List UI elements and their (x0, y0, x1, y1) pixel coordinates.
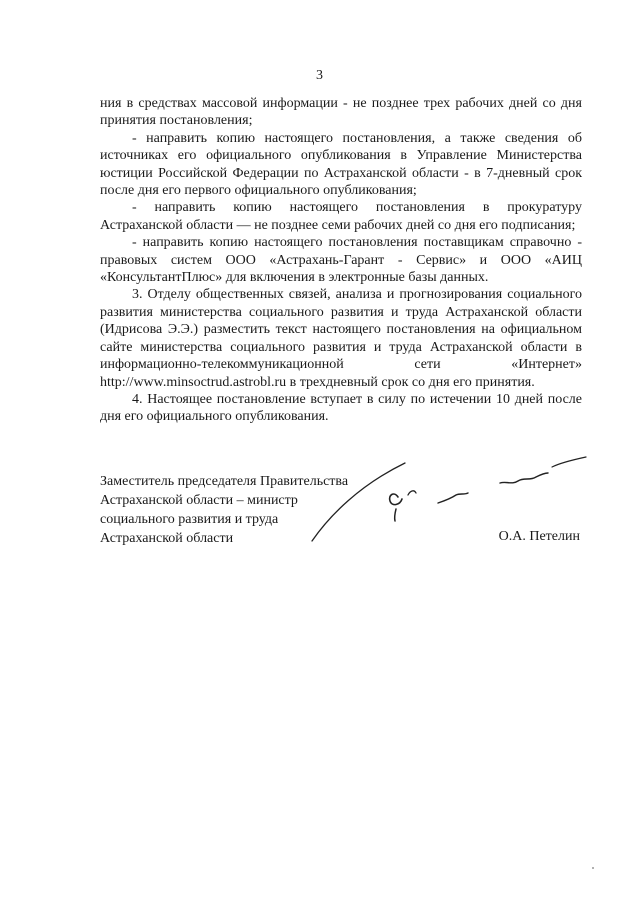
page-number: 3 (316, 68, 323, 83)
paragraph-continuation: ния в средствах массовой информации - не позднее трех рабочих дней со дня принятия постановления; (100, 96, 582, 129)
paragraph-prosecutor: - направить копию настоящего постановления в прокуратуру Астраханской области — не позднее семи рабочих дней со дня его подписания; (100, 200, 582, 233)
paragraph-legal-systems: - направить копию настоящего постановления поставщикам справочно - правовых систем ООО «Астрахань-Гарант - Сервис» и ООО «АИЦ «КонсультантПлюс» для включения в электронные базы данных. (100, 235, 582, 286)
signatory-title-line: Заместитель председателя Правительства (100, 474, 349, 489)
handwritten-signature (310, 455, 590, 545)
paragraph-justice-ministry: - направить копию настоящего постановления, а также сведения об источниках его официального опубликования в Управление Министерства юстиции Российской Федерации по Астраханской области - в 7-дневный срок после дня его первого официального опубликования; (100, 130, 582, 199)
scan-speck (592, 867, 594, 869)
signatory-title-line: Астраханской области (100, 531, 234, 546)
signatory-name: О.А. Петелин (498, 529, 580, 544)
signatory-title-line: Астраханской области – министр (100, 493, 298, 508)
paragraph-publication: 3. Отделу общественных связей, анализа и прогнозирования социального развития министерства социального развития и труда Астраханской области (Идрисова Э.Э.) разместить текст настоящего постановления на официальном сайте министерства социального развития и труда Астраханской области в информационно-телекоммуникационной сети «Интернет» http://www.minsoctrud.astrobl.ru в трехдневный срок со дня его принятия. (100, 287, 582, 390)
document-body (100, 95, 582, 426)
paragraph-effective-date: 4. Настоящее постановление вступает в силу по истечении 10 дней после дня его официального опубликования. (100, 391, 582, 425)
signatory-title-line: социального развития и труда (100, 512, 279, 527)
